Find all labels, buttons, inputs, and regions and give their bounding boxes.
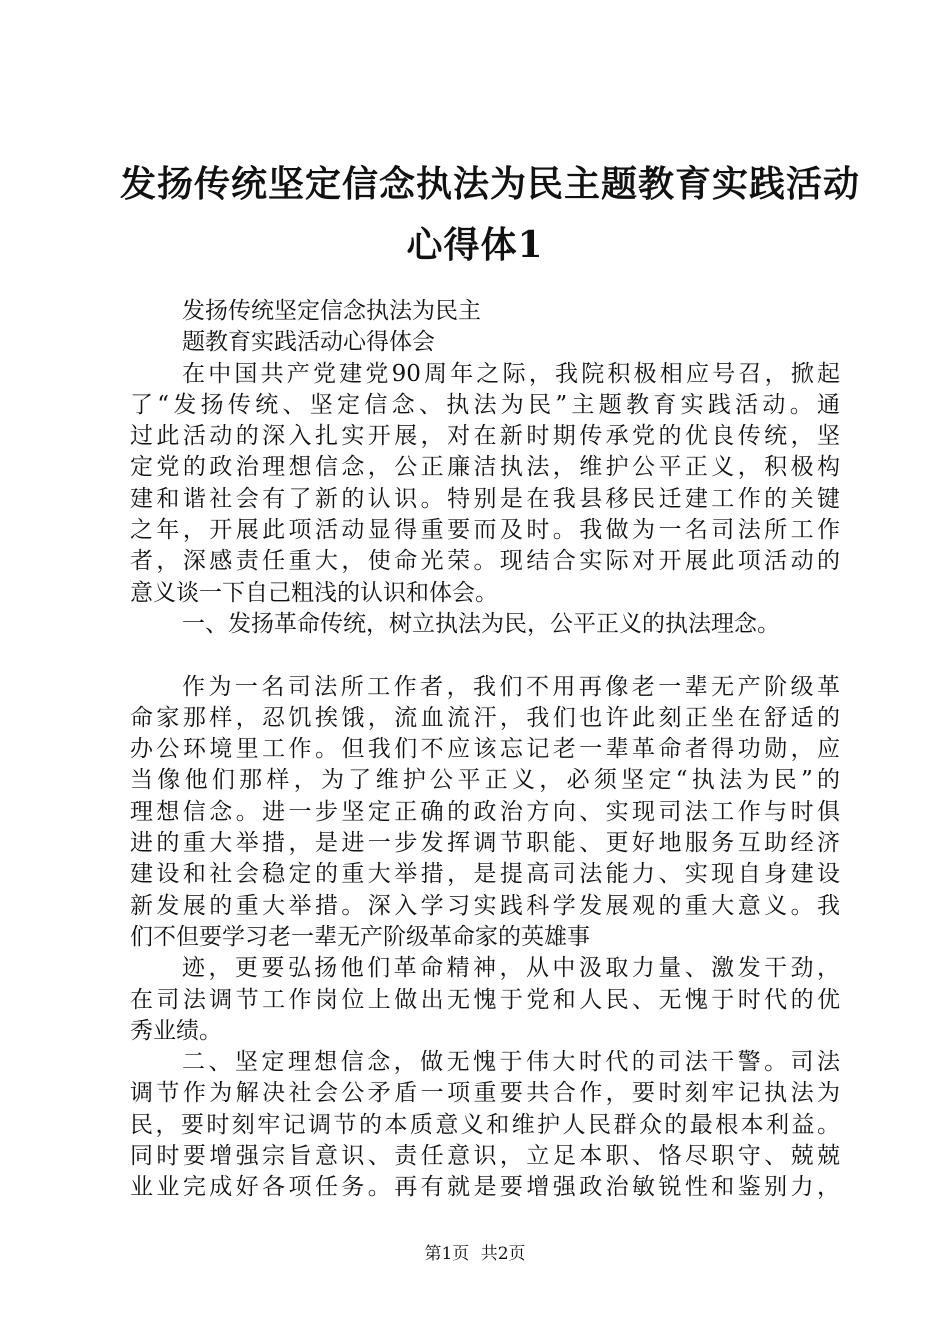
document-body — [130, 296, 840, 1204]
text-line: 同时要增强宗旨意识、责任意识，立足本职、恪尽职守、兢兢 — [130, 1143, 840, 1170]
text-line: 在司法调节工作岗位上做出无愧于党和人民、无愧于时代的优 — [130, 986, 840, 1013]
text-line: 命家那样，忍饥挨饿，流血流汗，我们也许此刻正坐在舒适的 — [130, 704, 840, 731]
text-line: 迹，更要弘扬他们革命精神，从中汲取力量、激发干劲， — [182, 955, 840, 982]
text-line: 者，深感责任重大，使命光荣。现结合实际对开展此项活动的 — [130, 548, 840, 575]
text-line: 了“发扬传统、坚定信念、执法为民”主题教育实践活动。通 — [130, 391, 840, 418]
page-number: 第1页 — [424, 1244, 470, 1264]
text-line: 们不但要学习老一辈无产阶级革命家的英雄事 — [130, 923, 590, 950]
text-line: 进的重大举措，是进一步发挥调节职能、更好地服务互助经济 — [130, 830, 840, 857]
text-line: 在中国共产党建党90周年之际，我院积极相应号召，掀起 — [182, 360, 840, 387]
text-line: 过此活动的深入扎实开展，对在新时期传承党的优良传统，坚 — [130, 423, 840, 450]
page-footer — [0, 1244, 950, 1264]
text-line: 民，要时刻牢记调节的本质意义和维护人民群众的最根本利益。 — [130, 1111, 840, 1138]
text-line: 建设和社会稳定的重大举措，是提高司法能力、实现自身建设 — [130, 861, 840, 888]
text-line: 之年，开展此项活动显得重要而及时。我做为一名司法所工作 — [130, 517, 840, 544]
text-line: 发扬传统坚定信念执法为民主 — [182, 298, 481, 324]
text-line: 一、发扬革命传统，树立执法为民，公平正义的执法理念。 — [182, 610, 780, 637]
text-line: 办公环境里工作。但我们不应该忘记老一辈革命者得功勋，应 — [130, 736, 840, 763]
text-line: 业业完成好各项任务。再有就是要增强政治敏锐性和鉴别力， — [130, 1174, 840, 1201]
text-line: 建和谐社会有了新的认识。特别是在我县移民迁建工作的关键 — [130, 485, 840, 512]
blank-line — [130, 640, 840, 671]
text-line: 定党的政治理想信念，公正廉洁执法，维护公平正义，积极构 — [130, 454, 840, 481]
text-line: 作为一名司法所工作者，我们不用再像老一辈无产阶级革 — [182, 673, 840, 700]
text-line: 二、坚定理想信念，做无愧于伟大时代的司法干警。司法 — [182, 1049, 840, 1076]
page-total: 共2页 — [480, 1244, 526, 1264]
text-line: 当像他们那样，为了维护公平正义，必须坚定“执法为民”的 — [130, 767, 840, 794]
document-title-line-1: 发扬传统坚定信念执法为民主题教育实践活动 — [120, 163, 861, 205]
text-line: 秀业绩。 — [130, 1017, 222, 1044]
document-title-line-2: 心得体1 — [406, 224, 544, 266]
text-line: 新发展的重大举措。深入学习实践科学发展观的重大意义。我 — [130, 892, 840, 919]
text-line: 意义谈一下自己粗浅的认识和体会。 — [130, 579, 498, 606]
text-line: 调节作为解决社会公矛盾一项重要共合作，要时刻牢记执法为 — [130, 1080, 840, 1107]
text-line: 理想信念。进一步坚定正确的政治方向、实现司法工作与时俱 — [130, 798, 840, 825]
text-line: 题教育实践活动心得体会 — [182, 329, 435, 356]
